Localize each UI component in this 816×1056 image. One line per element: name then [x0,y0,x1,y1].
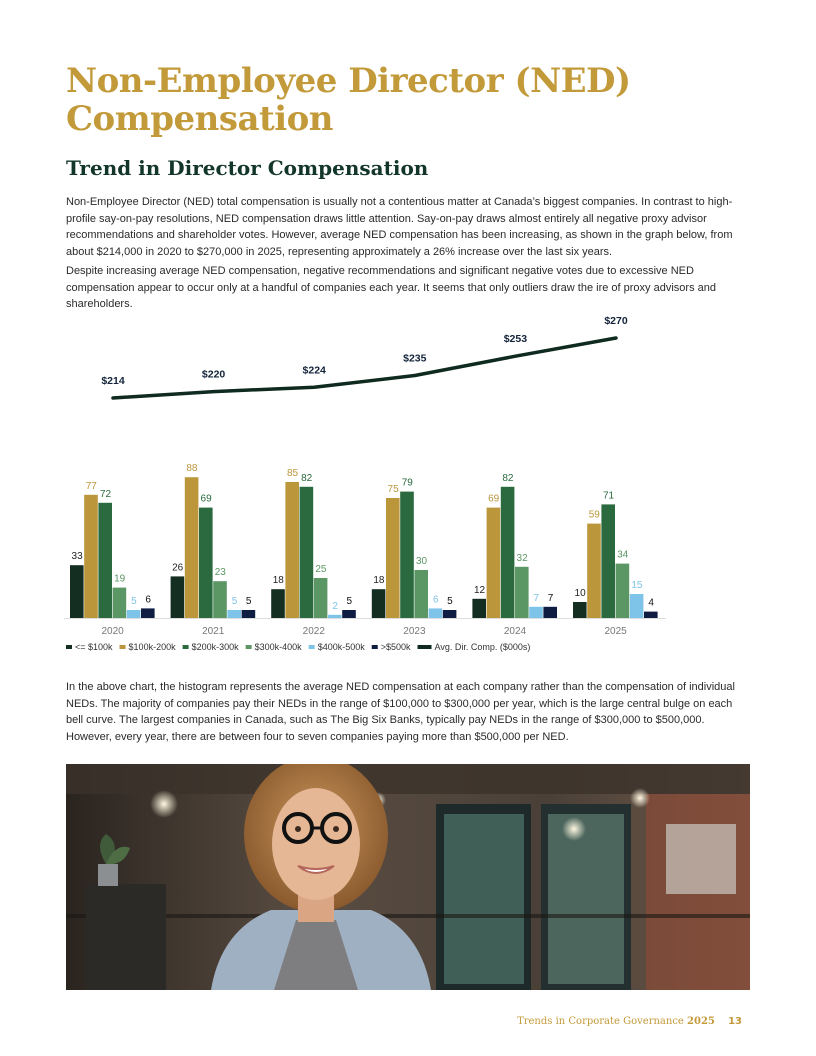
ned-compensation-chart [0,312,816,664]
legend-swatch [183,645,189,649]
bar-2020-4 [127,610,141,618]
bar-value-label: 82 [301,472,313,484]
bar-2023-2 [400,492,414,618]
bar-value-label: 32 [516,552,528,564]
bar-value-label: 30 [415,556,428,567]
page-footer [517,1016,742,1027]
legend-swatch [418,645,432,649]
avg-comp-label: $224 [302,364,326,377]
bar-value-label: 5 [131,596,137,607]
avg-comp-label: $253 [503,333,528,346]
bar-2022-5 [342,610,356,618]
bar-value-label: 18 [373,575,385,587]
bar-value-label: 71 [602,490,615,502]
footer-text: Trends in Corporate Governance [517,1016,684,1027]
bar-2023-3 [414,570,428,618]
bar-value-label: 85 [286,468,299,479]
bar-2020-0 [70,565,84,618]
bar-value-label: 5 [346,596,353,607]
legend-swatch [120,645,126,649]
axis-layer [64,619,666,638]
bar-value-label: 88 [186,463,198,475]
bar-2021-4 [227,610,241,618]
bar-value-label: 59 [588,509,600,521]
bar-value-label: 77 [85,480,97,492]
bar-2021-5 [242,610,256,618]
bar-value-label: 26 [172,562,184,574]
legend-label: $300k-400k [254,642,302,652]
legend-label: $100k-200k [128,642,176,652]
bar-value-label: 72 [99,488,112,500]
bar-value-label: 69 [488,493,500,505]
bar-value-label: 5 [245,596,252,607]
bar-2024-4 [529,607,543,618]
legend-swatch [66,645,72,649]
avg-comp-label: $214 [101,375,125,387]
bar-2022-0 [271,589,285,618]
bar-2025-5 [644,612,658,618]
bar-2021-0 [171,576,185,618]
bar-value-label: 6 [145,594,151,606]
bar-2023-5 [443,610,457,618]
bar-value-label: 10 [574,588,586,599]
bar-value-label: 12 [473,584,486,596]
bar-2022-1 [285,482,299,618]
bar-2025-2 [601,504,615,618]
bar-2020-5 [141,608,155,618]
bar-2025-1 [587,524,601,618]
bar-value-label: 7 [547,592,554,604]
bar-2021-3 [213,581,227,618]
intro-paragraph: Non-Employee Director (NED) total compensation is usually not a contentious matter at Canada’s biggest companies. In contrast to high-profile say-on-pay resolutions, NED compensation draws little attention. Say-on-pay draws almost entirely all negative proxy advisor recommendations and shareholder votes. However, average NED compensation has been increasing, as shown in the graph below, from about $214,000 in 2020 to $270,000 in 2025, representing approximately a 26% increase over the last six years. [66,196,733,258]
bar-value-label: 25 [315,564,327,575]
bar-2023-4 [429,608,443,618]
x-tick-label: 2020 [101,626,124,637]
bar-2020-2 [98,503,112,618]
bar-2023-1 [386,498,400,618]
bar-value-label: 5 [231,596,238,607]
second-paragraph: Despite increasing average NED compensation, negative recommendations and significant negative votes due to excessive NED compensation appear to occur only at a handful of companies each year. It seems that only outliers draw the ire of proxy advisors and shareholders. [66,265,716,310]
bar-value-label: 34 [617,549,629,561]
legend-label: >$500k [380,642,411,652]
legend-label: $200k-300k [191,642,239,652]
avg-comp-line [113,338,616,398]
legend-swatch [309,645,315,649]
section-title: Trend in Director Compensation [66,156,429,180]
page-title: Non-Employee Director (NED) Compensation [66,61,631,139]
bar-value-label: 4 [648,597,654,609]
x-tick-label: 2025 [604,626,627,637]
bar-value-label: 82 [502,472,514,484]
bar-2024-5 [543,607,557,618]
legend-label: Avg. Dir. Comp. ($000s) [434,642,531,652]
bar-2023-0 [372,589,386,618]
bars-layer [70,463,658,618]
photo-woman-with-glasses [66,764,750,990]
bar-value-label: 18 [272,575,284,587]
avg-comp-label: $220 [201,368,226,381]
bar-value-label: 6 [432,594,439,606]
page-number: 13 [728,1016,742,1027]
legend-swatch [372,645,378,649]
bar-2025-0 [573,602,587,618]
bar-2025-3 [616,564,630,618]
bar-2020-3 [113,588,127,618]
bar-2024-3 [515,567,529,618]
bar-value-label: 7 [533,592,540,604]
bar-2024-0 [472,599,486,618]
x-tick-label: 2022 [302,626,325,637]
line-layer [101,315,628,398]
avg-comp-label: $235 [403,352,427,365]
analysis-paragraph: In the above chart, the histogram represents the average NED compensation at each company rather than the compensation of individual NEDs. The majority of companies pay their NEDs in the range of $100,000 to $300,000 per year, which is the large central bulge on each bell curve. The largest companies in Canada, such as The Big Six Banks, typically pay NEDs in the range of $300,000 to $500,000. However, every year, there are between four to seven companies paying more than $500,000 per NED. [66,681,735,743]
legend-label: <= $100k [75,642,113,652]
bar-value-label: 23 [214,567,226,579]
bar-2024-1 [487,508,501,618]
legend-swatch [246,645,252,649]
bar-value-label: 79 [401,477,413,489]
bar-2022-3 [314,578,328,618]
bar-value-label: 69 [200,493,212,505]
bar-2020-1 [84,495,98,618]
bar-value-label: 15 [631,580,643,591]
x-tick-label: 2024 [503,626,527,637]
legend-layer [66,642,530,652]
bar-value-label: 33 [71,551,83,563]
bar-value-label: 19 [114,573,126,585]
x-tick-label: 2021 [202,626,225,637]
bar-value-label: 75 [387,484,399,495]
bar-2022-4 [328,615,342,618]
bar-2024-2 [501,487,515,618]
bar-2025-4 [630,594,644,618]
legend-label: $400k-500k [317,642,365,652]
x-tick-label: 2023 [403,626,426,637]
bar-value-label: 5 [447,596,453,607]
bar-value-label: 2 [332,600,338,612]
bar-2021-1 [185,477,199,618]
avg-comp-label: $270 [604,315,628,327]
bar-2021-2 [199,508,213,618]
footer-year: 2025 [687,1016,715,1027]
bar-2022-2 [300,487,314,618]
